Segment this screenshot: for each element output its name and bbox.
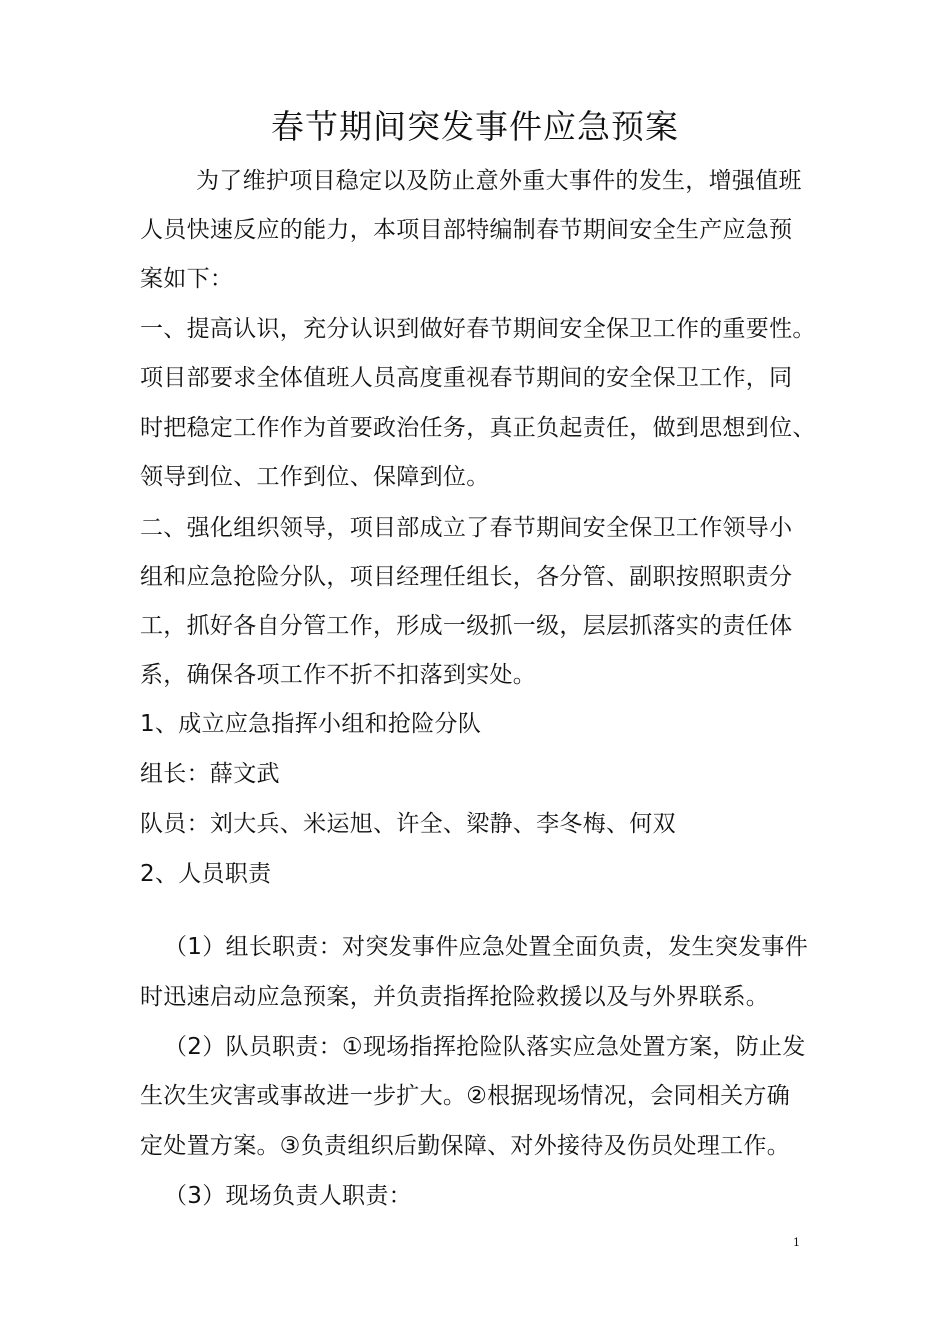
paragraph-line: 队员：刘大兵、米运旭、许全、梁静、李冬梅、何双 (140, 811, 676, 837)
paragraph-line: 领导到位、工作到位、保障到位。 (140, 464, 490, 490)
paragraph-line: 人员快速反应的能力，本项目部特编制春节期间安全生产应急预 (140, 217, 793, 243)
document-title: 春节期间突发事件应急预案 (271, 107, 679, 146)
paragraph-line: 定处置方案。③负责组织后勤保障、对外接待及伤员处理工作。 (140, 1133, 791, 1159)
paragraph-line: 组长：薛文武 (140, 761, 280, 787)
section-heading: 2、人员职责 (140, 861, 272, 887)
paragraph-line: 一、提高认识，充分认识到做好春节期间安全保卫工作的重要性。 (140, 316, 816, 342)
page-number: 1 (793, 1236, 800, 1249)
paragraph-line: 工，抓好各自分管工作，形成一级抓一级，层层抓落实的责任体 (140, 613, 793, 639)
paragraph-line: 项目部要求全体值班人员高度重视春节期间的安全保卫工作，同 (140, 365, 793, 391)
paragraph-line: 时把稳定工作作为首要政治任务，真正负起责任，做到思想到位、 (140, 415, 816, 441)
paragraph-line: 系，确保各项工作不折不扣落到实处。 (140, 662, 537, 688)
paragraph-line: （1）组长职责：对突发事件应急处置全面负责，发生突发事件 (164, 934, 809, 960)
paragraph-line: 案如下： (140, 266, 234, 292)
section-heading: 1、成立应急指挥小组和抢险分队 (140, 711, 482, 737)
paragraph-line: （3）现场负责人职责： (164, 1183, 412, 1209)
paragraph-line: 生次生灾害或事故进一步扩大。②根据现场情况，会同相关方确 (140, 1083, 791, 1109)
paragraph-line: 组和应急抢险分队，项目经理任组长，各分管、副职按照职责分 (140, 564, 793, 590)
paragraph-line: （2）队员职责：①现场指挥抢险队落实应急处置方案，防止发 (164, 1034, 806, 1060)
paragraph-line: 二、强化组织领导，项目部成立了春节期间安全保卫工作领导小 (140, 515, 793, 541)
paragraph-line: 时迅速启动应急预案，并负责指挥抢险救援以及与外界联系。 (140, 984, 770, 1010)
paragraph-line: 为了维护项目稳定以及防止意外重大事件的发生，增强值班 (196, 168, 802, 194)
